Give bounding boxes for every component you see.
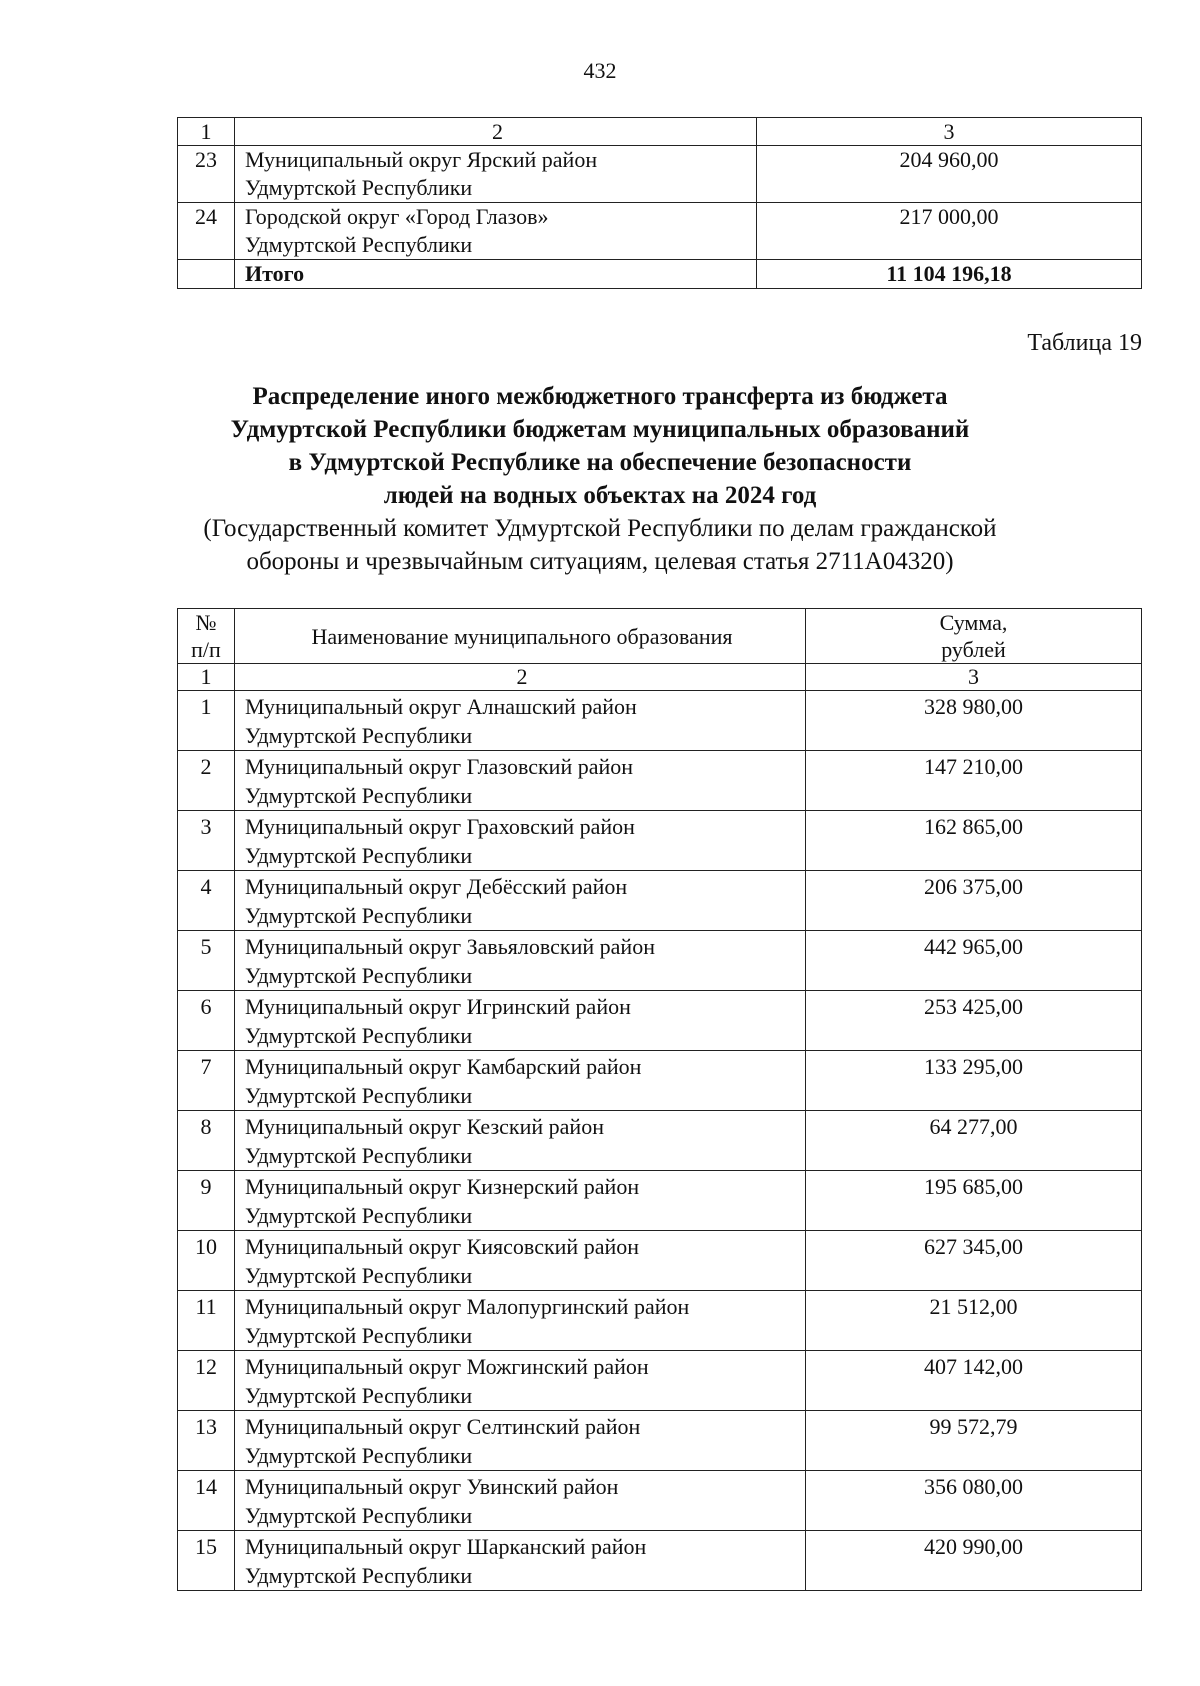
amount: 217 000,00 [757, 203, 1142, 260]
municipality-name-line2: Удмуртской Республики [245, 1563, 473, 1588]
municipality-name-line1: Муниципальный округ Увинский район [245, 1474, 619, 1499]
municipality-name [235, 991, 806, 1051]
municipality-name-line2: Удмуртской Республики [245, 1323, 473, 1348]
amount: 420 990,00 [806, 1531, 1142, 1591]
municipality-name-line1: Муниципальный округ Шарканский район [245, 1534, 647, 1559]
municipality-name-line1: Муниципальный округ Малопургинский район [245, 1294, 690, 1319]
table-row [178, 871, 1142, 931]
municipality-name-line1: Муниципальный округ Глазовский район [245, 754, 634, 779]
row-number: 15 [178, 1531, 235, 1591]
col-number: 1 [178, 664, 235, 691]
row-number: 6 [178, 991, 235, 1051]
municipality-name [235, 811, 806, 871]
municipality-name-line1: Муниципальный округ Кизнерский район [245, 1174, 640, 1199]
col-number: 1 [178, 118, 235, 146]
table-row [178, 1411, 1142, 1471]
table-header-row [178, 609, 1142, 664]
amount: 204 960,00 [757, 146, 1142, 203]
title-line: в Удмуртской Республике на обеспечение безопасности [288, 449, 912, 476]
table-subtitle [0, 512, 1200, 578]
header-sum-line1: Сумма, [939, 610, 1008, 635]
municipality-name-line2: Удмуртской Республики [245, 1143, 473, 1168]
municipality-name [235, 1111, 806, 1171]
municipality-name-line1: Муниципальный округ Ярский район [245, 147, 598, 172]
column-number-row [178, 664, 1142, 691]
municipality-name-line1: Муниципальный округ Кезский район [245, 1114, 604, 1139]
subtitle-line: (Государственный комитет Удмуртской Республики по делам гражданской [203, 515, 997, 542]
amount: 328 980,00 [806, 691, 1142, 751]
distribution-table [177, 608, 1142, 1591]
row-number: 8 [178, 1111, 235, 1171]
title-line: Удмуртской Республики бюджетам муниципальных образований [230, 416, 970, 443]
row-number: 13 [178, 1411, 235, 1471]
amount: 64 277,00 [806, 1111, 1142, 1171]
row-number: 5 [178, 931, 235, 991]
municipality-name-line2: Удмуртской Республики [245, 1383, 473, 1408]
table-row [178, 931, 1142, 991]
header-num-line1: № [195, 610, 217, 635]
municipality-name [235, 691, 806, 751]
row-number: 7 [178, 1051, 235, 1111]
total-amount: 11 104 196,18 [757, 260, 1142, 289]
amount: 162 865,00 [806, 811, 1142, 871]
header-num [178, 609, 235, 664]
municipality-name-line2: Удмуртской Республики [245, 175, 473, 200]
table-row [178, 1231, 1142, 1291]
municipality-name-line2: Удмуртской Республики [245, 903, 473, 928]
municipality-name [235, 1351, 806, 1411]
municipality-name-line2: Удмуртской Республики [245, 1083, 473, 1108]
title-line: людей на водных объектах на 2024 год [383, 482, 817, 509]
municipality-name [235, 871, 806, 931]
row-number: 9 [178, 1171, 235, 1231]
municipality-name-line1: Муниципальный округ Игринский район [245, 994, 631, 1019]
municipality-name [235, 1171, 806, 1231]
municipality-name-line1: Муниципальный округ Завьяловский район [245, 934, 655, 959]
table-row [178, 1291, 1142, 1351]
table-row [178, 1111, 1142, 1171]
municipality-name-line2: Удмуртской Республики [245, 723, 473, 748]
municipality-name-line1: Городской округ «Город Глазов» [245, 204, 549, 229]
table-row [178, 203, 1142, 260]
amount: 442 965,00 [806, 931, 1142, 991]
column-number-row [178, 118, 1142, 146]
row-number: 1 [178, 691, 235, 751]
municipality-name [235, 1531, 806, 1591]
amount: 99 572,79 [806, 1411, 1142, 1471]
municipality-name-line1: Муниципальный округ Дебёсский район [245, 874, 628, 899]
municipality-name-line2: Удмуртской Республики [245, 1503, 473, 1528]
table-row [178, 991, 1142, 1051]
municipality-name [235, 1291, 806, 1351]
table-label: Таблица 19 [1027, 330, 1142, 356]
table-row [178, 1531, 1142, 1591]
municipality-name-line2: Удмуртской Республики [245, 1263, 473, 1288]
table-row [178, 691, 1142, 751]
col-number: 3 [806, 664, 1142, 691]
amount: 356 080,00 [806, 1471, 1142, 1531]
row-number: 24 [178, 203, 235, 260]
municipality-name [235, 1471, 806, 1531]
table-row [178, 1351, 1142, 1411]
row-number: 2 [178, 751, 235, 811]
municipality-name [235, 203, 757, 260]
municipality-name [235, 931, 806, 991]
table-row [178, 811, 1142, 871]
total-label: Итого [235, 260, 757, 289]
page-number: 432 [583, 58, 617, 83]
amount: 195 685,00 [806, 1171, 1142, 1231]
municipality-name [235, 1411, 806, 1471]
row-number: 23 [178, 146, 235, 203]
table-row [178, 1051, 1142, 1111]
amount: 21 512,00 [806, 1291, 1142, 1351]
amount: 407 142,00 [806, 1351, 1142, 1411]
row-number: 10 [178, 1231, 235, 1291]
municipality-name [235, 146, 757, 203]
municipality-name-line1: Муниципальный округ Алнашский район [245, 694, 637, 719]
table-row [178, 146, 1142, 203]
municipality-name-line2: Удмуртской Республики [245, 783, 473, 808]
municipality-name-line1: Муниципальный округ Киясовский район [245, 1234, 640, 1259]
table-title [0, 380, 1200, 512]
table-row [178, 1471, 1142, 1531]
municipality-name-line2: Удмуртской Республики [245, 843, 473, 868]
amount: 147 210,00 [806, 751, 1142, 811]
continued-table [177, 117, 1142, 289]
municipality-name-line2: Удмуртской Республики [245, 1443, 473, 1468]
municipality-name-line2: Удмуртской Республики [245, 963, 473, 988]
header-sum-line2: рублей [941, 637, 1006, 662]
header-sum [806, 609, 1142, 664]
municipality-name-line2: Удмуртской Республики [245, 232, 473, 257]
municipality-name [235, 1231, 806, 1291]
row-number: 4 [178, 871, 235, 931]
municipality-name-line2: Удмуртской Республики [245, 1203, 473, 1228]
municipality-name-line1: Муниципальный округ Камбарский район [245, 1054, 642, 1079]
table-row [178, 751, 1142, 811]
amount: 206 375,00 [806, 871, 1142, 931]
municipality-name-line1: Муниципальный округ Граховский район [245, 814, 635, 839]
municipality-name-line2: Удмуртской Республики [245, 1023, 473, 1048]
amount: 627 345,00 [806, 1231, 1142, 1291]
title-line: Распределение иного межбюджетного трансферта из бюджета [252, 383, 948, 410]
header-name: Наименование муниципального образования [235, 609, 806, 664]
municipality-name-line1: Муниципальный округ Можгинский район [245, 1354, 649, 1379]
row-number: 3 [178, 811, 235, 871]
row-number: 11 [178, 1291, 235, 1351]
amount: 133 295,00 [806, 1051, 1142, 1111]
col-number: 2 [235, 118, 757, 146]
subtitle-line: обороны и чрезвычайным ситуациям, целевая статья 2711А04320) [246, 548, 954, 575]
municipality-name-line1: Муниципальный округ Селтинский район [245, 1414, 641, 1439]
amount: 253 425,00 [806, 991, 1142, 1051]
total-empty-cell [178, 260, 235, 289]
row-number: 12 [178, 1351, 235, 1411]
col-number: 2 [235, 664, 806, 691]
municipality-name [235, 1051, 806, 1111]
col-number: 3 [757, 118, 1142, 146]
row-number: 14 [178, 1471, 235, 1531]
table-row [178, 1171, 1142, 1231]
municipality-name [235, 751, 806, 811]
header-num-line2: п/п [191, 637, 221, 662]
total-row [178, 260, 1142, 289]
